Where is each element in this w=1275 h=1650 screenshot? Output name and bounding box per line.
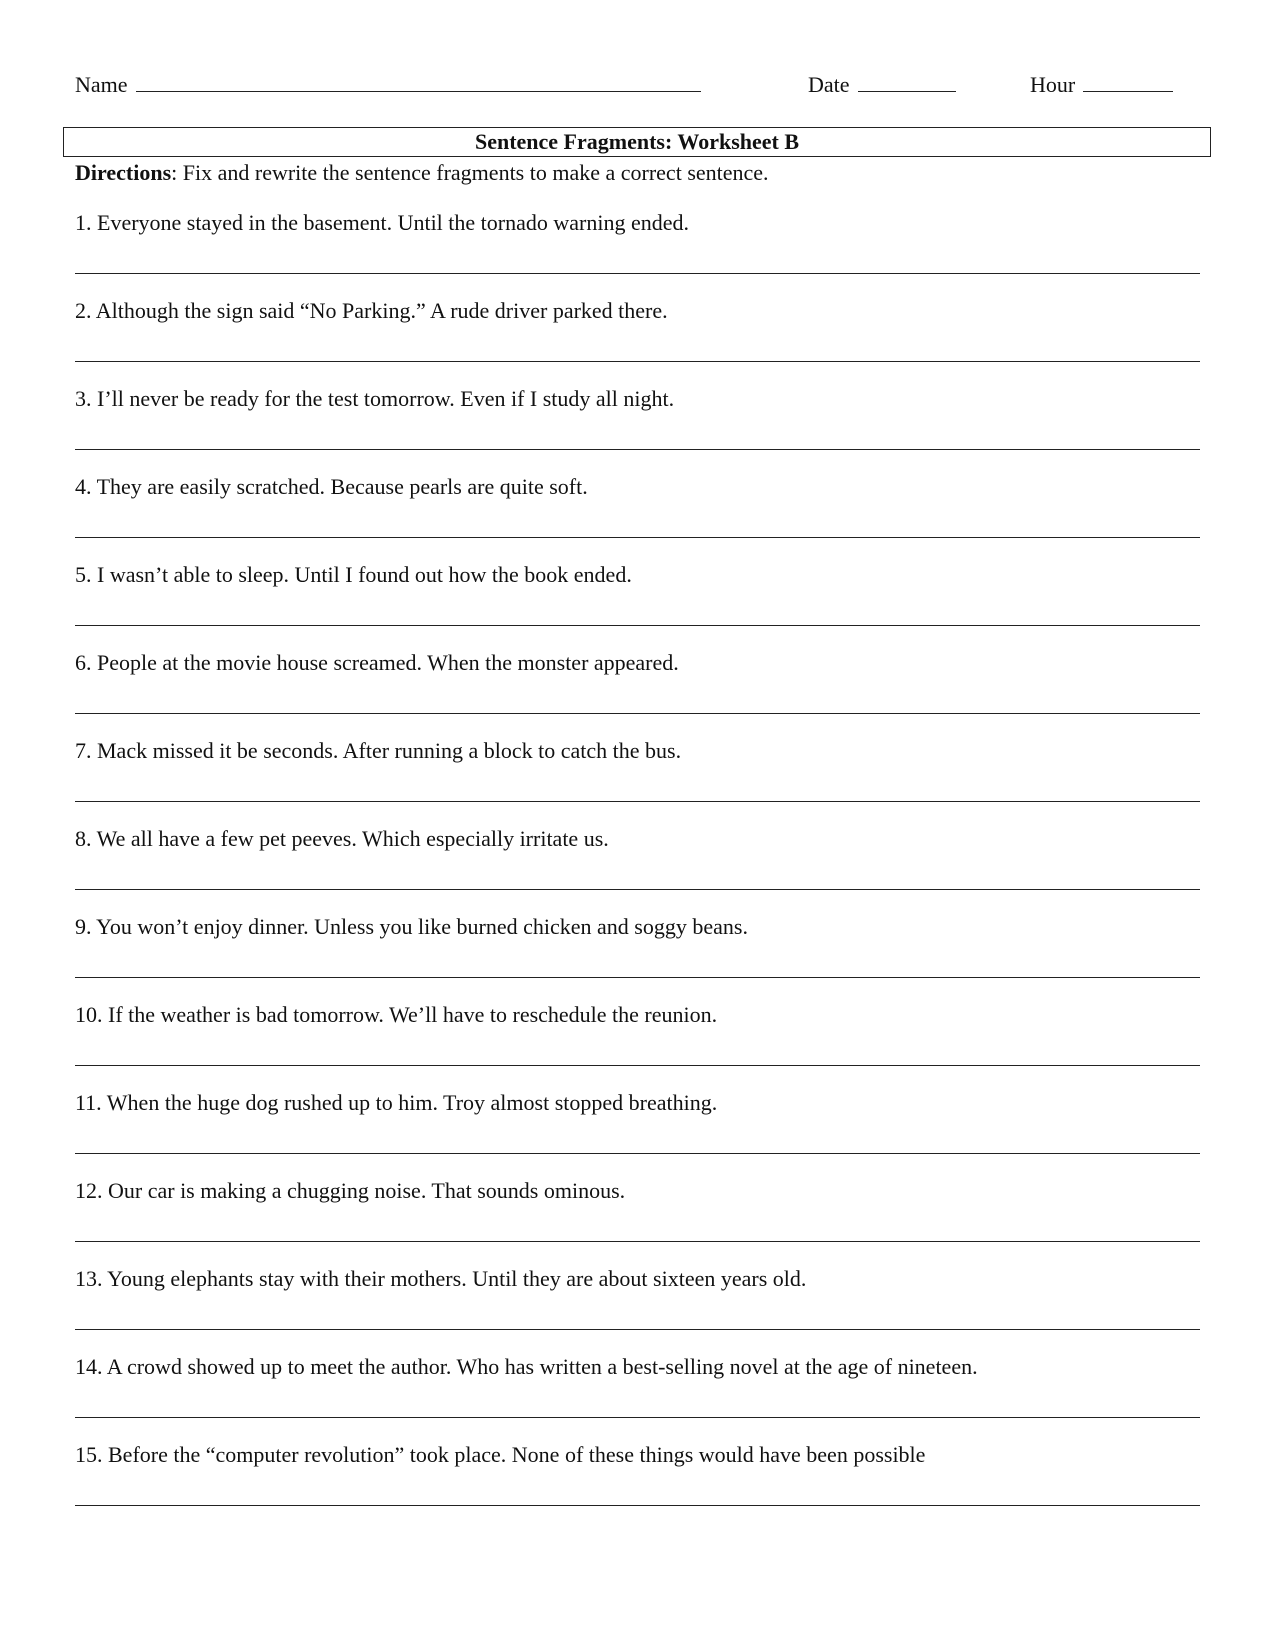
question-text: 2. Although the sign said “No Parking.” A rude driver parked there. xyxy=(75,298,668,323)
name-field[interactable] xyxy=(75,72,701,98)
question-text: 6. People at the movie house screamed. When the monster appeared. xyxy=(75,650,679,675)
question-item xyxy=(75,473,1200,538)
date-label: Date xyxy=(808,72,850,97)
question-item xyxy=(75,825,1200,890)
answer-line[interactable] xyxy=(75,1065,1200,1066)
question-item xyxy=(75,297,1200,362)
answer-line[interactable] xyxy=(75,625,1200,626)
question-text: 15. Before the “computer revolution” took place. None of these things would have been possible xyxy=(75,1442,926,1467)
answer-line[interactable] xyxy=(75,273,1200,274)
answer-line[interactable] xyxy=(75,1153,1200,1154)
name-label: Name xyxy=(75,72,128,97)
question-item xyxy=(75,1089,1200,1154)
hour-label: Hour xyxy=(1030,72,1076,97)
question-item xyxy=(75,1001,1200,1066)
question-text: 12. Our car is making a chugging noise. That sounds ominous. xyxy=(75,1178,626,1203)
question-item xyxy=(75,737,1200,802)
question-text: 13. Young elephants stay with their mothers. Until they are about sixteen years old. xyxy=(75,1266,807,1291)
question-text: 7. Mack missed it be seconds. After running a block to catch the bus. xyxy=(75,738,682,763)
answer-line[interactable] xyxy=(75,977,1200,978)
question-item xyxy=(75,561,1200,626)
date-field[interactable] xyxy=(808,72,956,98)
question-item xyxy=(75,1441,1200,1506)
question-text: 4. They are easily scratched. Because pearls are quite soft. xyxy=(75,474,588,499)
answer-line[interactable] xyxy=(75,713,1200,714)
worksheet-title-box xyxy=(63,127,1211,157)
worksheet-title: Sentence Fragments: Worksheet B xyxy=(474,129,800,154)
answer-line[interactable] xyxy=(75,1329,1200,1330)
date-blank[interactable] xyxy=(858,73,956,92)
question-item xyxy=(75,1353,1200,1418)
question-text: 11. When the huge dog rushed up to him. Troy almost stopped breathing. xyxy=(75,1090,718,1115)
question-text: 14. A crowd showed up to meet the author. Who has written a best-selling novel at the age of nineteen. xyxy=(75,1354,978,1379)
directions xyxy=(75,160,769,186)
answer-line[interactable] xyxy=(75,537,1200,538)
name-blank[interactable] xyxy=(136,73,701,92)
question-text: 9. You won’t enjoy dinner. Unless you like burned chicken and soggy beans. xyxy=(75,914,748,939)
question-text: 3. I’ll never be ready for the test tomorrow. Even if I study all night. xyxy=(75,386,675,411)
answer-line[interactable] xyxy=(75,1241,1200,1242)
answer-line[interactable] xyxy=(75,889,1200,890)
answer-line[interactable] xyxy=(75,361,1200,362)
hour-field[interactable] xyxy=(1030,72,1173,98)
hour-blank[interactable] xyxy=(1083,73,1173,92)
answer-line[interactable] xyxy=(75,1505,1200,1506)
directions-text: : Fix and rewrite the sentence fragments to make a correct sentence. xyxy=(171,160,769,185)
answer-line[interactable] xyxy=(75,1417,1200,1418)
answer-line[interactable] xyxy=(75,801,1200,802)
question-text: 1. Everyone stayed in the basement. Until the tornado warning ended. xyxy=(75,210,689,235)
directions-label: Directions xyxy=(75,160,172,185)
question-text: 5. I wasn’t able to sleep. Until I found out how the book ended. xyxy=(75,562,632,587)
question-item xyxy=(75,209,1200,274)
question-item xyxy=(75,385,1200,450)
question-text: 8. We all have a few pet peeves. Which especially irritate us. xyxy=(75,826,609,851)
question-item xyxy=(75,913,1200,978)
question-item xyxy=(75,1177,1200,1242)
question-text: 10. If the weather is bad tomorrow. We’ll have to reschedule the reunion. xyxy=(75,1002,718,1027)
question-item xyxy=(75,649,1200,714)
answer-line[interactable] xyxy=(75,449,1200,450)
question-item xyxy=(75,1265,1200,1330)
